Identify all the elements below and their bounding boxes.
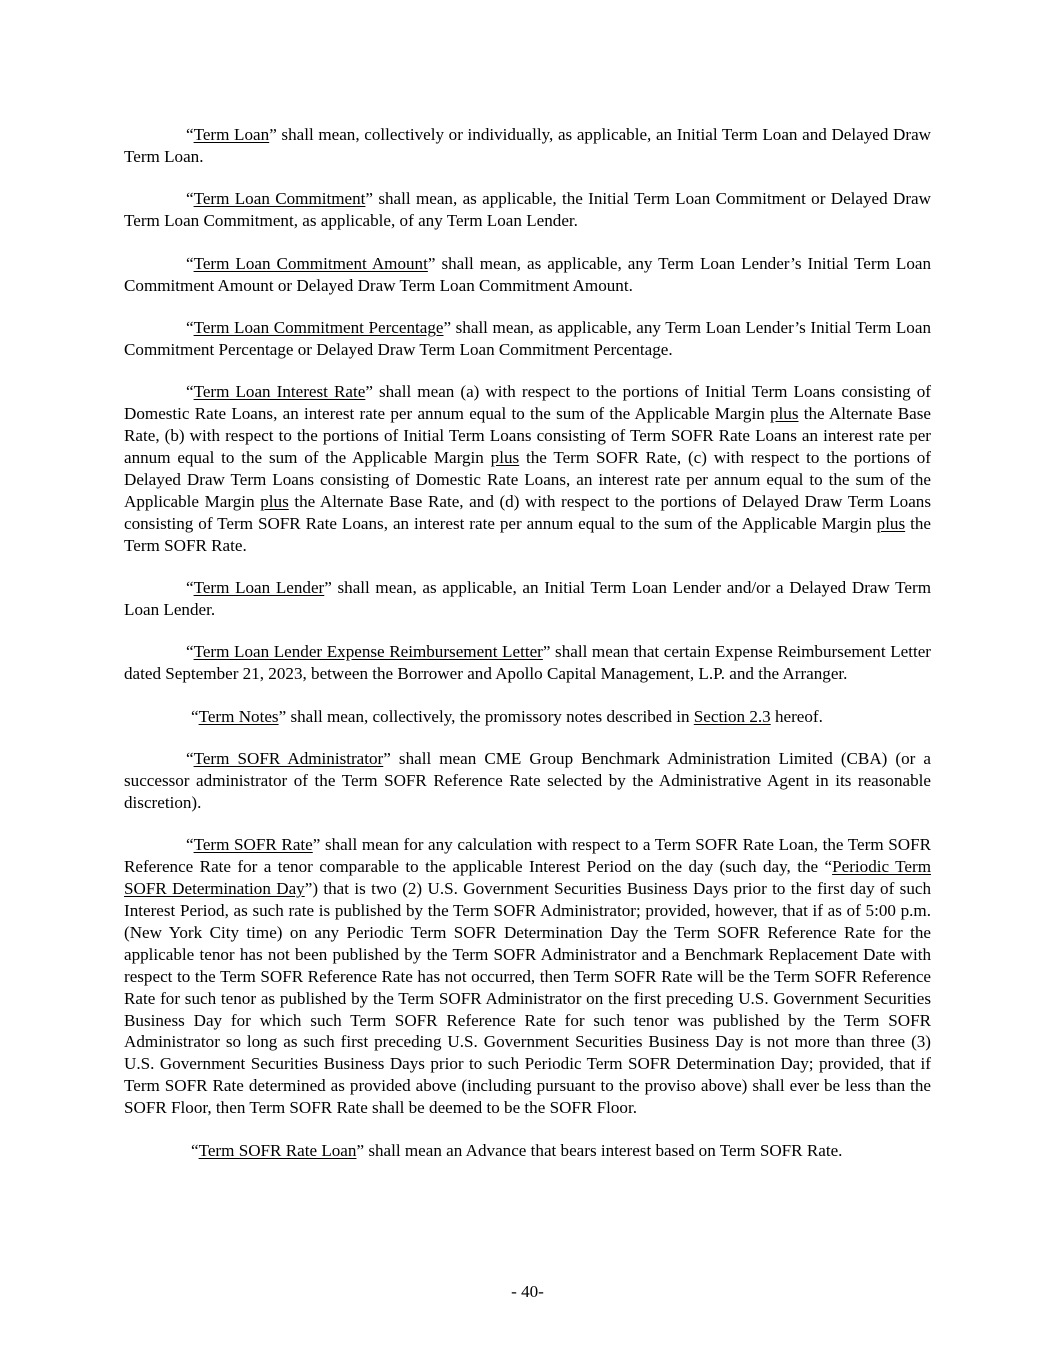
defined-subterm: Periodic Term SOFR Determination Day: [124, 857, 931, 899]
open-quote: “: [186, 317, 194, 337]
definition-expense-reimbursement-letter: [124, 641, 931, 685]
definition-term-loan-lender: [124, 577, 931, 621]
definition-text: ” shall mean, as applicable, the Initial Term Loan Commitment or Delayed Draw Term Loan Commitment, as applicable, of any Term Loan Lender.: [124, 189, 931, 231]
definition-text: ” shall mean that certain Expense Reimbursement Letter dated September 21, 2023, between the Borrower and Apollo Capital Management, L.P. and the Arranger.: [124, 642, 932, 684]
open-quote: “: [191, 706, 199, 726]
open-quote: “: [186, 749, 194, 769]
defined-term: Term Loan Commitment Percentage: [193, 317, 444, 337]
definition-term-sofr-administrator: [124, 748, 931, 814]
open-quote: “: [186, 382, 194, 402]
definition-text: ” shall mean, collectively, the promissory notes described in: [278, 706, 694, 726]
definitions-body: [124, 124, 931, 1182]
definition-term-loan-commitment: [124, 188, 931, 232]
plus-emphasis: plus: [490, 447, 520, 467]
defined-term: Term Loan Lender Expense Reimbursement Letter: [193, 642, 543, 662]
definition-text: the Alternate Base Rate, (b) with respect to the portions of Initial Term Loans consisting of Term SOFR Rate Loans an interest rate per annum equal to the sum of the Applicable Margin: [124, 404, 931, 467]
defined-term: Term Loan: [193, 125, 270, 144]
defined-term: Term Notes: [198, 706, 279, 726]
definition-term-loan-interest-rate: [124, 381, 931, 556]
open-quote: “: [186, 125, 194, 144]
definition-text: ” shall mean for any calculation with respect to a Term SOFR Rate Loan, the Term SOFR Reference Rate for a tenor comparable to the applicable Interest Period on the day (such day, the “: [124, 835, 931, 877]
plus-emphasis: plus: [770, 404, 799, 424]
plus-emphasis: plus: [260, 491, 289, 511]
definition-text: ” shall mean, collectively or individually, as applicable, an Initial Term Loan and Delayed Draw Term Loan.: [124, 125, 932, 166]
defined-term: Term Loan Commitment: [193, 189, 366, 209]
open-quote: “: [186, 642, 194, 662]
section-reference-link: Section 2.3: [693, 706, 771, 726]
definition-text: ” shall mean (a) with respect to the portions of Initial Term Loans consisting of Domestic Rate Loans, an interest rate per annum equal to the sum of the Applicable Margin: [124, 382, 931, 424]
definition-text: ” shall mean, as applicable, any Term Loan Lender’s Initial Term Loan Commitment Amount or Delayed Draw Term Loan Commitment Amount.: [124, 253, 931, 295]
defined-term: Term Loan Commitment Amount: [193, 253, 428, 273]
open-quote: “: [186, 189, 194, 209]
open-quote: “: [186, 835, 194, 855]
defined-term: Term SOFR Administrator: [193, 749, 384, 769]
definition-term-sofr-rate: [124, 834, 931, 1119]
definition-text: the Term SOFR Rate, (c) with respect to the portions of Delayed Draw Term Loans consisting of Domestic Rate Loans, an interest rate per annum equal to the sum of the Applicable Margin: [124, 447, 931, 511]
definition-term-sofr-rate-loan: [124, 1140, 931, 1162]
defined-term: Term SOFR Rate: [193, 835, 313, 855]
definition-term-notes: [124, 706, 931, 728]
open-quote: “: [191, 1140, 199, 1160]
definition-term-loan-commitment-amount: [124, 253, 931, 297]
definition-text: ”) that is two (2) U.S. Government Securities Business Days prior to the first day of such Interest Period, as such rate is published by the Term SOFR Administrator; provided, however, that if as of 5:00 p.m. (New York City time) on any Periodic Term SOFR Determination Day the Term SOFR Reference Rate for the applicable tenor has not been published by the Term SOFR Administrator and a Benchmark Replacement Date with respect to the Term SOFR Reference Rate has not occurred, then Term SOFR Rate will be the Term SOFR Reference Rate for such tenor as published by the Term SOFR Administrator on the first preceding U.S. Government Securities Business Day for which such Term SOFR Reference Rate for such tenor was published by the Term SOFR Administrator so long as such first preceding U.S. Government Securities Business Day is not more than three (3) U.S. Government Securities Business Days prior to such Periodic Term SOFR Determination Day; provided, that if Term SOFR Rate determined as provided above (including pursuant to the proviso above) shall ever be less than the SOFR Floor, then Term SOFR Rate shall be deemed to be the SOFR Floor.: [124, 879, 931, 1118]
definition-text: ” shall mean, as applicable, an Initial Term Loan Lender and/or a Delayed Draw Term Loan Lender.: [124, 578, 931, 619]
page-number: - 40-: [511, 1282, 544, 1301]
definition-text: hereof.: [770, 706, 823, 726]
definition-term-loan: [124, 124, 931, 168]
definition-text: the Alternate Base Rate, and (d) with respect to the portions of Delayed Draw Term Loans consisting of Term SOFR Rate Loans, an interest rate per annum equal to the sum of the Applicable Margin: [124, 491, 931, 533]
definition-text: ” shall mean an Advance that bears interest based on Term SOFR Rate.: [356, 1140, 843, 1160]
defined-term: Term SOFR Rate Loan: [198, 1140, 357, 1160]
definition-text: ” shall mean, as applicable, any Term Loan Lender’s Initial Term Loan Commitment Percentage or Delayed Draw Term Loan Commitment Percentage.: [124, 317, 931, 359]
defined-term: Term Loan Interest Rate: [193, 382, 366, 402]
open-quote: “: [186, 578, 194, 597]
definition-text: ” shall mean CME Group Benchmark Administration Limited (CBA) (or a successor administrator of the Term SOFR Reference Rate selected by the Administrative Agent in its reasonable discretion).: [124, 749, 931, 812]
definition-term-loan-commitment-percentage: [124, 317, 931, 361]
open-quote: “: [186, 253, 194, 273]
definition-text: the Term SOFR Rate.: [124, 513, 931, 555]
plus-emphasis: plus: [876, 513, 906, 533]
defined-term: Term Loan Lender: [193, 578, 325, 597]
